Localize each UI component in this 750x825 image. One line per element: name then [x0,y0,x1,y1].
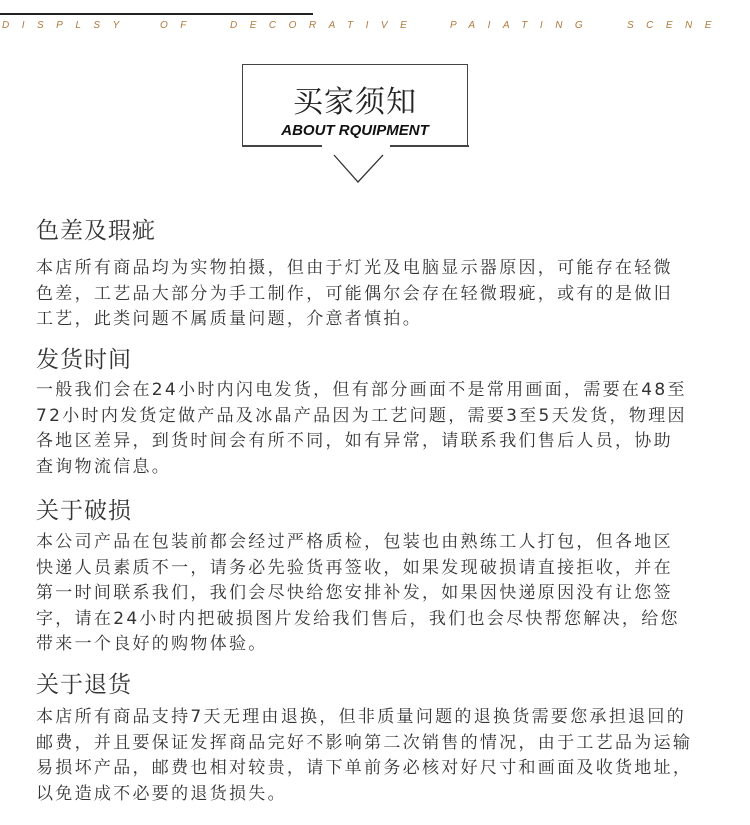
section-body-line: 邮费，并且要保证发挥商品完好不影响第二次销售的情况，由于工艺品为运输 [36,732,693,753]
tagline-word: PAIATING [450,20,596,31]
title-box [242,64,468,146]
section-body-line: 带来一个良好的购物体验。 [36,634,268,654]
section-body-line: 查询物流信息。 [36,456,172,477]
section-body-line: 以免造成不必要的退货损失。 [36,783,287,804]
section-body [36,705,692,807]
section-heading: 关于退货 [36,672,132,698]
section-body-line: 色差，工艺品大部分为手工制作，可能偶尔会存在轻微瑕疵，或有的是做旧 [36,283,673,304]
tagline-word: DECORATIVE [230,20,420,31]
section-heading: 关于破损 [36,498,132,524]
box-bottom-border-right [390,145,469,147]
section-body-line: 72小时内发货定做产品及冰晶产品因为工艺问题，需要3至5天发货，物理因 [36,405,687,426]
section-body-line: 各地区差异，到货时间会有所不同，如有异常，请联系我们售后人员，协助 [36,431,673,451]
section-body-line: 字，请在24小时内把破损图片发给我们售后，我们也会尽快帮您解决，给您 [36,608,680,629]
top-decorative-line [0,13,313,15]
section-body [36,256,673,333]
tagline-word: OF [160,20,199,31]
tagline-word: DISPLSY [2,20,132,31]
chevron-down-icon [330,152,388,186]
section-body-line: 本公司产品在包装前都会经过严格质检，包装也由熟练工人打包，但各地区 [36,532,673,552]
box-bottom-border-left [242,145,322,147]
section-body-line: 第一时间联系我们，我们会尽快给您安排补发，如果因快递原因没有让您签 [36,583,673,603]
page-subtitle: ABOUT RQUIPMENT [281,122,429,139]
section-body-line: 易损坏产品，邮费也相对较贵，请下单前务必核对好尺寸和画面及收货地址， [36,758,693,778]
section-body [36,378,687,480]
section-heading: 发货时间 [36,347,132,373]
tagline [2,20,724,86]
section-body-line: 一般我们会在24小时内闪电发货，但有部分画面不是常用画面，需要在48至 [36,380,687,400]
tagline-word: SCENE [627,20,724,31]
section-body-line: 工艺，此类问题不属质量问题，介意者慎拍。 [36,309,422,329]
section-body-line: 本店所有商品支持7天无理由退换，但非质量问题的退换货需要您承担退回的 [36,707,687,727]
section-body-line: 本店所有商品均为实物拍摄，但由于灯光及电脑显示器原因，可能存在轻微 [36,258,673,278]
page-title: 买家须知 [293,85,417,120]
section-heading: 色差及瑕疵 [36,218,156,244]
section-body-line: 快递人员素质不一，请务必先验货再签收，如果发现破损请直接拒收，并在 [36,557,673,578]
section-body [36,530,680,658]
